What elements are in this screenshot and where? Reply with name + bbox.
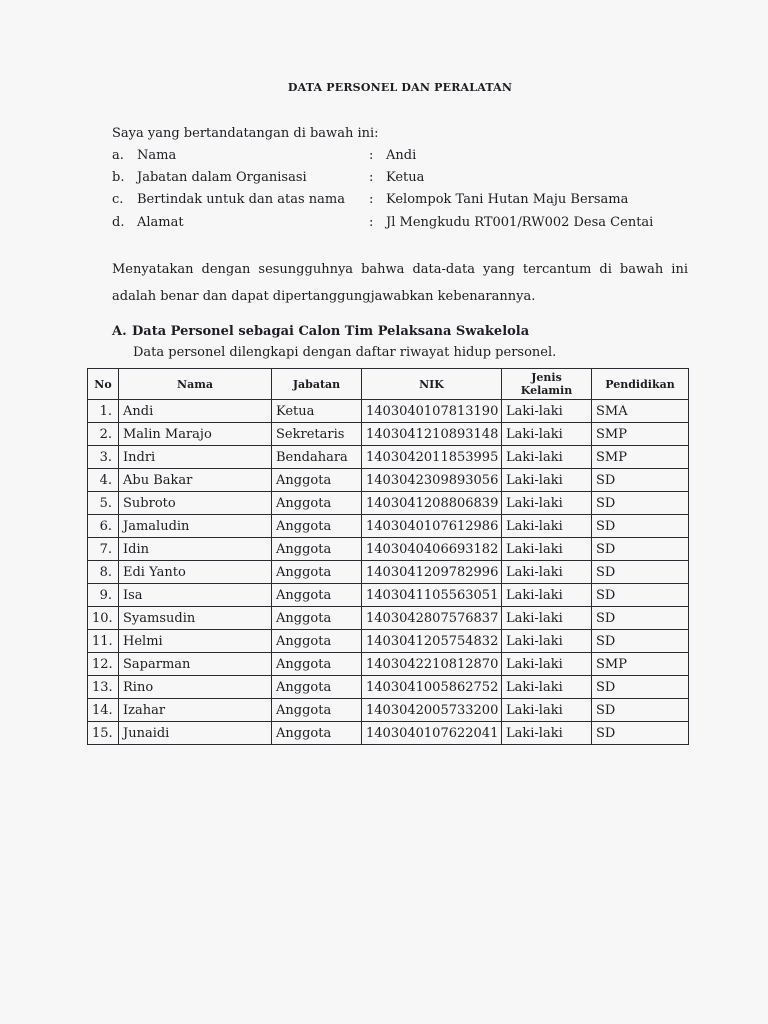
- cell-nama: Junaidi: [119, 722, 272, 745]
- table-row: [88, 538, 689, 561]
- cell-jenis-kelamin: Laki-laki: [502, 400, 592, 423]
- intro-text: Saya yang bertandatangan di bawah ini:: [112, 126, 379, 141]
- field-colon: :: [369, 192, 374, 207]
- cell-nama: Izahar: [119, 699, 272, 722]
- cell-jabatan: Anggota: [272, 676, 362, 699]
- cell-nama: Idin: [119, 538, 272, 561]
- field-alamat: [112, 215, 712, 235]
- cell-no: 7.: [88, 538, 119, 561]
- cell-pendidikan: SMP: [592, 423, 689, 446]
- cell-nama: Helmi: [119, 630, 272, 653]
- cell-jenis-kelamin: Laki-laki: [502, 492, 592, 515]
- section-key: A.: [112, 324, 127, 339]
- cell-jabatan: Anggota: [272, 584, 362, 607]
- field-key: c.: [112, 192, 124, 207]
- cell-jenis-kelamin: Laki-laki: [502, 607, 592, 630]
- cell-jabatan: Anggota: [272, 607, 362, 630]
- table-row: [88, 699, 689, 722]
- field-value: Ketua: [386, 170, 425, 185]
- cell-pendidikan: SD: [592, 699, 689, 722]
- cell-nik: 1403041205754832: [362, 630, 502, 653]
- cell-jabatan: Anggota: [272, 630, 362, 653]
- field-label: Jabatan dalam Organisasi: [137, 170, 307, 185]
- cell-pendidikan: SD: [592, 492, 689, 515]
- cell-nik: 1403042210812870: [362, 653, 502, 676]
- table-row: [88, 722, 689, 745]
- cell-nama: Rino: [119, 676, 272, 699]
- cell-nama: Subroto: [119, 492, 272, 515]
- cell-pendidikan: SD: [592, 538, 689, 561]
- cell-pendidikan: SMA: [592, 400, 689, 423]
- cell-no: 3.: [88, 446, 119, 469]
- cell-nik: 1403042807576837: [362, 607, 502, 630]
- cell-pendidikan: SD: [592, 584, 689, 607]
- section-a-subtext: Data personel dilengkapi dengan daftar riwayat hidup personel.: [133, 345, 557, 360]
- field-key: b.: [112, 170, 125, 185]
- table-row: [88, 630, 689, 653]
- cell-nik: 1403041208806839: [362, 492, 502, 515]
- cell-nik: 1403042005733200: [362, 699, 502, 722]
- field-nama: [112, 148, 712, 168]
- field-colon: :: [369, 170, 374, 185]
- cell-jabatan: Sekretaris: [272, 423, 362, 446]
- cell-jabatan: Anggota: [272, 538, 362, 561]
- table-row: [88, 492, 689, 515]
- cell-pendidikan: SD: [592, 630, 689, 653]
- table-row: [88, 515, 689, 538]
- cell-pendidikan: SD: [592, 722, 689, 745]
- cell-pendidikan: SD: [592, 676, 689, 699]
- cell-nama: Indri: [119, 446, 272, 469]
- cell-no: 15.: [88, 722, 119, 745]
- cell-no: 2.: [88, 423, 119, 446]
- cell-no: 8.: [88, 561, 119, 584]
- cell-nik: 1403040107612986: [362, 515, 502, 538]
- cell-no: 14.: [88, 699, 119, 722]
- table-row: [88, 469, 689, 492]
- cell-pendidikan: SD: [592, 561, 689, 584]
- cell-nama: Edi Yanto: [119, 561, 272, 584]
- cell-jenis-kelamin: Laki-laki: [502, 446, 592, 469]
- cell-jenis-kelamin: Laki-laki: [502, 722, 592, 745]
- personnel-table: [87, 368, 689, 745]
- cell-jenis-kelamin: Laki-laki: [502, 653, 592, 676]
- cell-no: 12.: [88, 653, 119, 676]
- cell-jabatan: Anggota: [272, 722, 362, 745]
- table-header-row: [88, 369, 689, 400]
- cell-no: 5.: [88, 492, 119, 515]
- cell-jabatan: Anggota: [272, 492, 362, 515]
- cell-nik: 1403041005862752: [362, 676, 502, 699]
- field-jabatan: [112, 170, 712, 190]
- cell-jenis-kelamin: Laki-laki: [502, 584, 592, 607]
- table-row: [88, 676, 689, 699]
- cell-no: 4.: [88, 469, 119, 492]
- cell-jenis-kelamin: Laki-laki: [502, 515, 592, 538]
- cell-nik: 1403041210893148: [362, 423, 502, 446]
- table-row: [88, 584, 689, 607]
- statement-paragraph: Menyatakan dengan sesungguhnya bahwa data-data yang tercantum di bawah ini adalah benar dan dapat dipertanggungjawabkan kebenarannya.: [112, 262, 688, 304]
- cell-nama: Malin Marajo: [119, 423, 272, 446]
- cell-jabatan: Anggota: [272, 469, 362, 492]
- section-title: Data Personel sebagai Calon Tim Pelaksana Swakelola: [132, 324, 530, 339]
- cell-jenis-kelamin: Laki-laki: [502, 538, 592, 561]
- cell-no: 13.: [88, 676, 119, 699]
- cell-nama: Andi: [119, 400, 272, 423]
- table-row: [88, 400, 689, 423]
- cell-no: 6.: [88, 515, 119, 538]
- cell-jabatan: Anggota: [272, 699, 362, 722]
- header-nik: NIK: [362, 369, 502, 400]
- cell-jenis-kelamin: Laki-laki: [502, 561, 592, 584]
- field-value: Kelompok Tani Hutan Maju Bersama: [386, 192, 629, 207]
- cell-nik: 1403042011853995: [362, 446, 502, 469]
- cell-nik: 1403040107813190: [362, 400, 502, 423]
- cell-nama: Saparman: [119, 653, 272, 676]
- cell-pendidikan: SMP: [592, 653, 689, 676]
- table-row: [88, 561, 689, 584]
- cell-nik: 1403041209782996: [362, 561, 502, 584]
- field-label: Nama: [137, 148, 177, 163]
- cell-nik: 1403040107622041: [362, 722, 502, 745]
- cell-nama: Abu Bakar: [119, 469, 272, 492]
- field-colon: :: [369, 148, 374, 163]
- cell-jenis-kelamin: Laki-laki: [502, 630, 592, 653]
- header-jenis-kelamin: Jenis Kelamin: [502, 369, 592, 400]
- cell-nama: Syamsudin: [119, 607, 272, 630]
- field-bertindak: [112, 192, 712, 212]
- cell-no: 9.: [88, 584, 119, 607]
- table-row: [88, 423, 689, 446]
- section-a-heading: [112, 324, 529, 339]
- cell-pendidikan: SD: [592, 469, 689, 492]
- cell-jabatan: Bendahara: [272, 446, 362, 469]
- table-row: [88, 607, 689, 630]
- cell-pendidikan: SD: [592, 515, 689, 538]
- cell-jabatan: Anggota: [272, 561, 362, 584]
- cell-nama: Jamaludin: [119, 515, 272, 538]
- table-row: [88, 653, 689, 676]
- header-jabatan: Jabatan: [272, 369, 362, 400]
- cell-no: 1.: [88, 400, 119, 423]
- cell-jenis-kelamin: Laki-laki: [502, 699, 592, 722]
- table-row: [88, 446, 689, 469]
- cell-nik: 1403042309893056: [362, 469, 502, 492]
- cell-jabatan: Anggota: [272, 515, 362, 538]
- cell-pendidikan: SD: [592, 607, 689, 630]
- field-label: Bertindak untuk dan atas nama: [137, 192, 345, 207]
- cell-nik: 1403041105563051: [362, 584, 502, 607]
- cell-nama: Isa: [119, 584, 272, 607]
- cell-nik: 1403040406693182: [362, 538, 502, 561]
- header-pendidikan: Pendidikan: [592, 369, 689, 400]
- document-title: DATA PERSONEL DAN PERALATAN: [287, 81, 513, 94]
- header-no: No: [88, 369, 119, 400]
- table-body: [88, 400, 689, 745]
- cell-no: 10.: [88, 607, 119, 630]
- cell-pendidikan: SMP: [592, 446, 689, 469]
- cell-jenis-kelamin: Laki-laki: [502, 676, 592, 699]
- cell-jabatan: Ketua: [272, 400, 362, 423]
- cell-jenis-kelamin: Laki-laki: [502, 469, 592, 492]
- field-value: Andi: [386, 148, 417, 163]
- header-nama: Nama: [119, 369, 272, 400]
- cell-jabatan: Anggota: [272, 653, 362, 676]
- cell-no: 11.: [88, 630, 119, 653]
- field-label: Alamat: [137, 215, 184, 230]
- field-colon: :: [369, 215, 374, 230]
- cell-jenis-kelamin: Laki-laki: [502, 423, 592, 446]
- field-key: a.: [112, 148, 124, 163]
- field-value: Jl Mengkudu RT001/RW002 Desa Centai: [386, 215, 654, 230]
- field-key: d.: [112, 215, 125, 230]
